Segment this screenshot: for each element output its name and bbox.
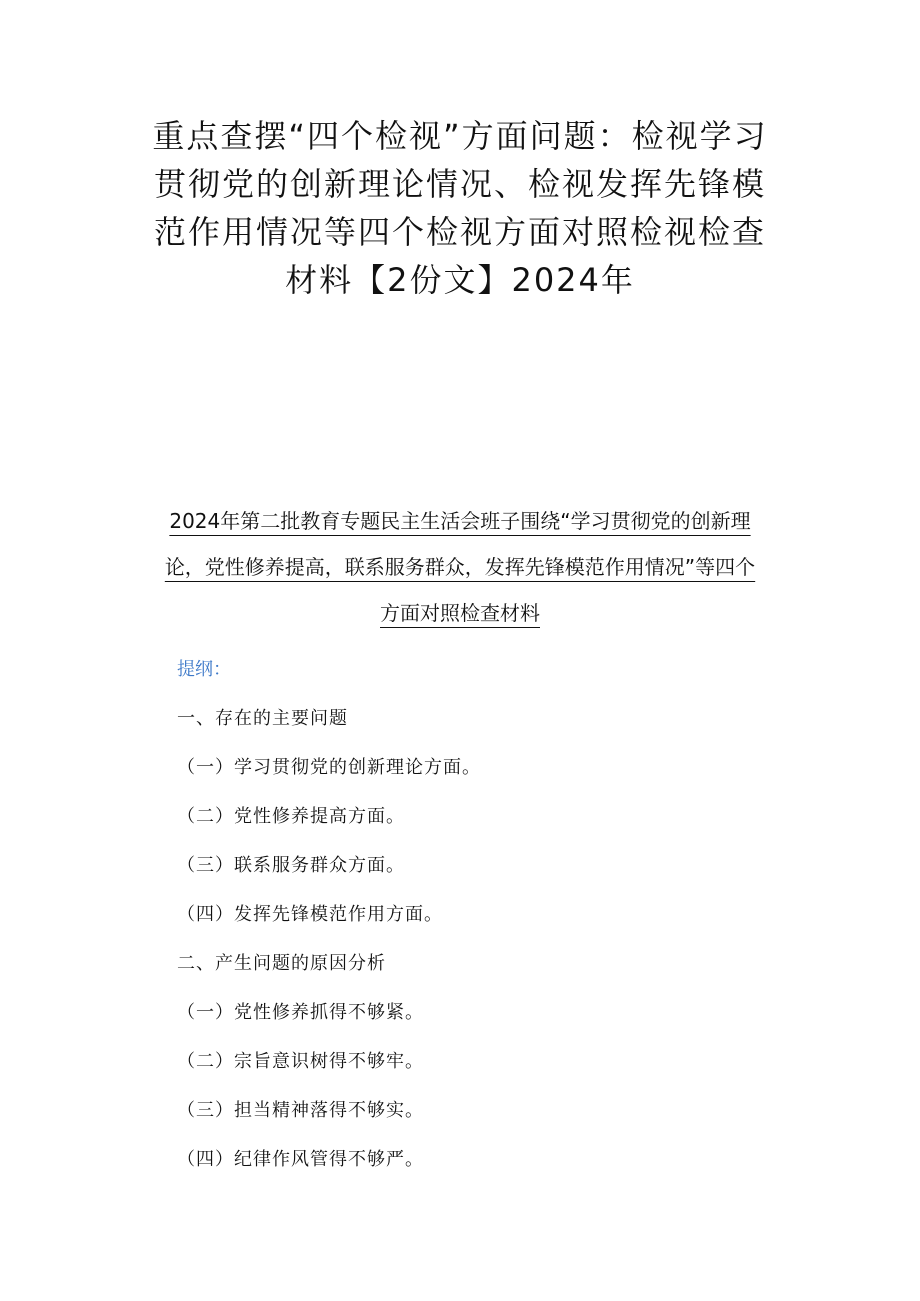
list-item: （一）党性修养抓得不够紧。 — [177, 1002, 424, 1023]
section-heading: 二、产生问题的原因分析 — [177, 953, 386, 974]
outline — [177, 645, 797, 1184]
subtitle-text: 2024年第二批教育专题民主生活会班子围绕“学习贯彻党的创新理论，党性修养提高，联系服务群众，发挥先锋模范作用情况”等四个方面对照检查材料 — [164, 509, 756, 625]
list-item: （二）宗旨意识树得不够牢。 — [177, 1051, 424, 1072]
outline-label: 提纲： — [177, 659, 231, 680]
document-subtitle — [160, 498, 760, 636]
list-item: （四）纪律作风管得不够严。 — [177, 1149, 424, 1170]
list-item: （四）发挥先锋模范作用方面。 — [177, 904, 443, 925]
list-item: （三）联系服务群众方面。 — [177, 855, 405, 876]
list-item: （一）学习贯彻党的创新理论方面。 — [177, 757, 481, 778]
section-heading: 一、存在的主要问题 — [177, 708, 348, 729]
list-item: （三）担当精神落得不够实。 — [177, 1100, 424, 1121]
document-title: 重点查摆“四个检视”方面问题：检视学习贯彻党的创新理论情况、检视发挥先锋模范作用情况等四个检视方面对照检视检查材料【2份文】2024年 — [152, 117, 768, 299]
list-item: （二）党性修养提高方面。 — [177, 806, 405, 827]
